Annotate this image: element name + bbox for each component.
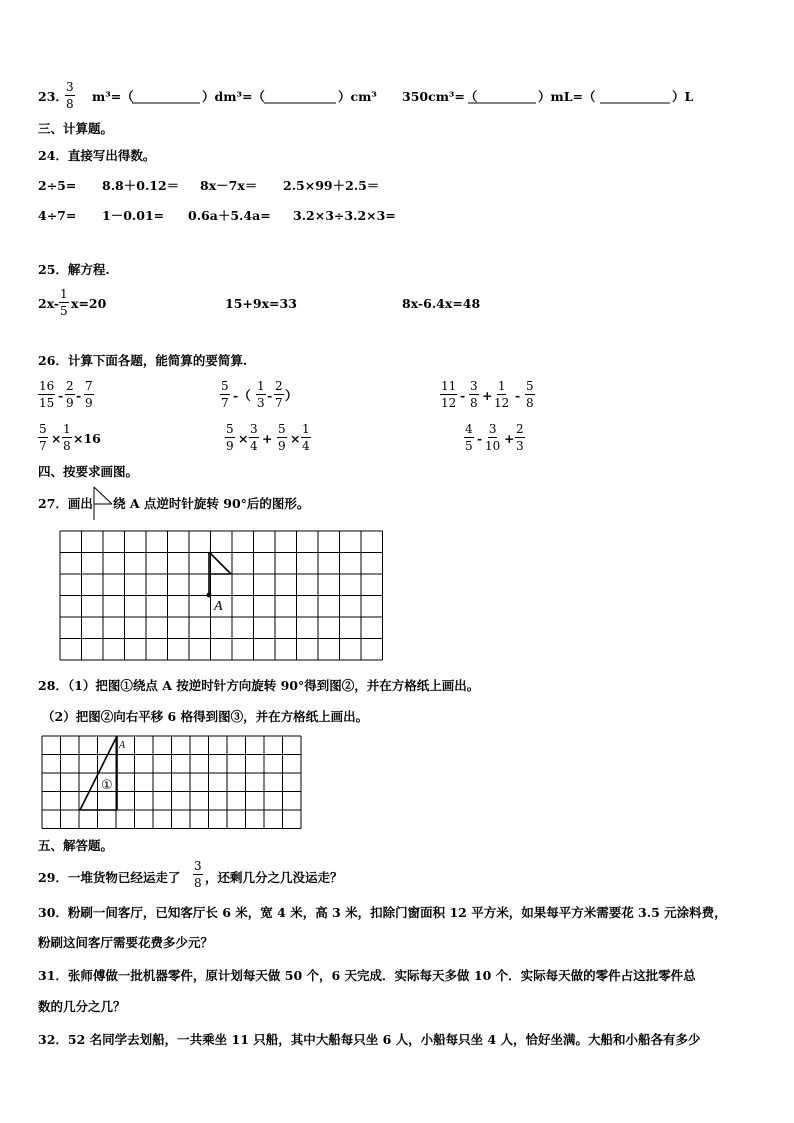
num: 1 bbox=[497, 379, 506, 393]
num: 3 bbox=[488, 422, 497, 436]
den: 9 bbox=[85, 396, 93, 410]
q23-frac-den: 8 bbox=[66, 97, 74, 111]
num: 16 bbox=[39, 379, 55, 393]
num: 5 bbox=[278, 422, 286, 436]
den: 7 bbox=[39, 439, 47, 453]
q25-frac-num: 1 bbox=[60, 287, 68, 301]
q26-e4-op1: × bbox=[51, 431, 62, 446]
q24-r1-c4: 2.5×99＋2.5＝ bbox=[283, 178, 380, 193]
q26-e4-op2: ×16 bbox=[73, 431, 101, 446]
q26-e5-op2: + bbox=[262, 431, 273, 446]
q26-e2-op2: - bbox=[267, 388, 273, 403]
section-5-heading: 五、解答题。 bbox=[38, 838, 114, 853]
q23-number: 23． bbox=[38, 89, 68, 104]
q26-e3-op2: + bbox=[482, 388, 493, 403]
num: 3 bbox=[250, 422, 258, 436]
q24-r2-c1: 4÷7= bbox=[38, 208, 77, 223]
q30-line2: 粉刷这间客厅需要花费多少元？ bbox=[38, 935, 214, 950]
num: 7 bbox=[85, 379, 93, 393]
q27-grid bbox=[60, 531, 383, 660]
q27-point-a bbox=[207, 593, 212, 598]
num: 5 bbox=[39, 422, 47, 436]
q25-eq1-pre: 2x- bbox=[38, 296, 60, 311]
q27-text-pre: 27．画出 bbox=[38, 496, 93, 511]
den: 12 bbox=[441, 396, 457, 410]
q26-e6-op1: - bbox=[477, 431, 483, 446]
q28-line2: （2）把图②向右平移 6 格得到图③，并在方格纸上画出。 bbox=[42, 709, 369, 724]
q30-line1: 30．粉刷一间客厅，已知客厅长 6 米，宽 4 米，高 3 米，扣除门窗面积 12 平方米，如果每平方米需要花 3.5 元涂料费， bbox=[38, 905, 727, 920]
q27-inline-figure bbox=[94, 487, 112, 520]
den: 8 bbox=[526, 396, 534, 410]
q26-e5-op1: × bbox=[238, 431, 249, 446]
q27-label-a: A bbox=[214, 599, 223, 614]
q32-line1: 32．52 名同学去划船，一共乘坐 11 只船，其中大船每只坐 6 人，小船每只坐 4 人，恰好坐满。大船和小船各有多少 bbox=[38, 1032, 701, 1047]
q25-eq1-post: x=20 bbox=[71, 296, 107, 311]
q24-r2-c3: 0.6a＋5.4a= bbox=[188, 208, 271, 223]
q27-text-post: 绕 A 点逆时针旋转 90°后的图形。 bbox=[113, 496, 310, 511]
den: 5 bbox=[465, 439, 473, 453]
q26-title: 26．计算下面各题，能简算的要简算. bbox=[38, 353, 248, 368]
q24-r2-c4: 3.2×3÷3.2×3= bbox=[293, 208, 396, 223]
q23-frac-num: 3 bbox=[66, 80, 74, 94]
den: 7 bbox=[221, 396, 229, 410]
q31-line2: 数的几分之几？ bbox=[38, 999, 126, 1014]
q23-part4: 350cm³=（ bbox=[402, 89, 478, 104]
section-3-heading: 三、计算题。 bbox=[38, 121, 114, 136]
den: 4 bbox=[302, 439, 310, 453]
q27-figure bbox=[209, 552, 231, 595]
q25-eq2: 15+9x=33 bbox=[225, 296, 297, 311]
q23-part5: ）mL=（ bbox=[538, 89, 596, 104]
num: 11 bbox=[441, 379, 457, 393]
q28-label-a: A bbox=[119, 740, 126, 751]
q26-e1-op1: - bbox=[58, 388, 64, 403]
den: 3 bbox=[257, 396, 265, 410]
q24-r1-c3: 8x－7x＝ bbox=[200, 178, 258, 193]
num: 3 bbox=[194, 859, 202, 873]
den: 9 bbox=[278, 439, 286, 453]
q26-e2-op1: -（ bbox=[233, 388, 251, 403]
den: 4 bbox=[250, 439, 258, 453]
num: 1 bbox=[63, 422, 71, 436]
q24-r2-c2: 1－0.01= bbox=[102, 208, 165, 223]
q26-e5-op3: × bbox=[290, 431, 301, 446]
section-4-heading: 四、按要求画图。 bbox=[38, 464, 139, 479]
q26-e2-op3: ） bbox=[285, 388, 298, 403]
q23-part1: m³=（ bbox=[92, 89, 134, 104]
den: 3 bbox=[516, 439, 524, 453]
q25-title: 25．解方程. bbox=[38, 262, 110, 277]
num: 3 bbox=[470, 379, 478, 393]
den: 8 bbox=[194, 876, 202, 890]
den: 8 bbox=[470, 396, 478, 410]
q26-e3-op1: - bbox=[460, 388, 466, 403]
q28-grid bbox=[42, 736, 301, 829]
num: 1 bbox=[257, 379, 265, 393]
q25-frac-den: 5 bbox=[60, 304, 68, 318]
q26-e6-op2: + bbox=[504, 431, 515, 446]
den: 8 bbox=[63, 439, 71, 453]
num: 5 bbox=[221, 379, 229, 393]
q24-r1-c1: 2÷5= bbox=[38, 178, 77, 193]
q26-e1-op2: - bbox=[76, 388, 82, 403]
num: 2 bbox=[516, 422, 524, 436]
den: 10 bbox=[485, 439, 501, 453]
q24-r1-c2: 8.8＋0.12＝ bbox=[102, 178, 180, 193]
num: 4 bbox=[465, 422, 473, 436]
q28-line1: 28．（1）把图①绕点 A 按逆时针方向旋转 90°得到图②，并在方格纸上画出。 bbox=[38, 678, 480, 693]
q23-part2: ）dm³=（ bbox=[202, 89, 265, 104]
q23-part3: ）cm³ bbox=[338, 89, 377, 104]
q26-e3-op3: - bbox=[515, 388, 521, 403]
den: 15 bbox=[39, 396, 55, 410]
den: 7 bbox=[275, 396, 283, 410]
den: 9 bbox=[226, 439, 234, 453]
num: 5 bbox=[526, 379, 534, 393]
q23-part6: ）L bbox=[672, 89, 694, 104]
q29-text-pre: 29．一堆货物已经运走了 bbox=[38, 870, 181, 885]
q31-line1: 31．张师傅做一批机器零件，原计划每天做 50 个，6 天完成．实际每天多做 10 个．实际每天做的零件占这批零件总 bbox=[38, 968, 696, 983]
num: 5 bbox=[226, 422, 234, 436]
num: 2 bbox=[275, 379, 283, 393]
num: 2 bbox=[66, 379, 74, 393]
q29-text-post: ，还剩几分之几没运走？ bbox=[205, 870, 343, 885]
den: 12 bbox=[494, 396, 510, 410]
q28-label-1: ① bbox=[101, 778, 113, 793]
den: 9 bbox=[66, 396, 74, 410]
q25-eq3: 8x-6.4x=48 bbox=[402, 296, 481, 311]
q24-title: 24．直接写出得数。 bbox=[38, 148, 156, 163]
num: 1 bbox=[302, 422, 310, 436]
